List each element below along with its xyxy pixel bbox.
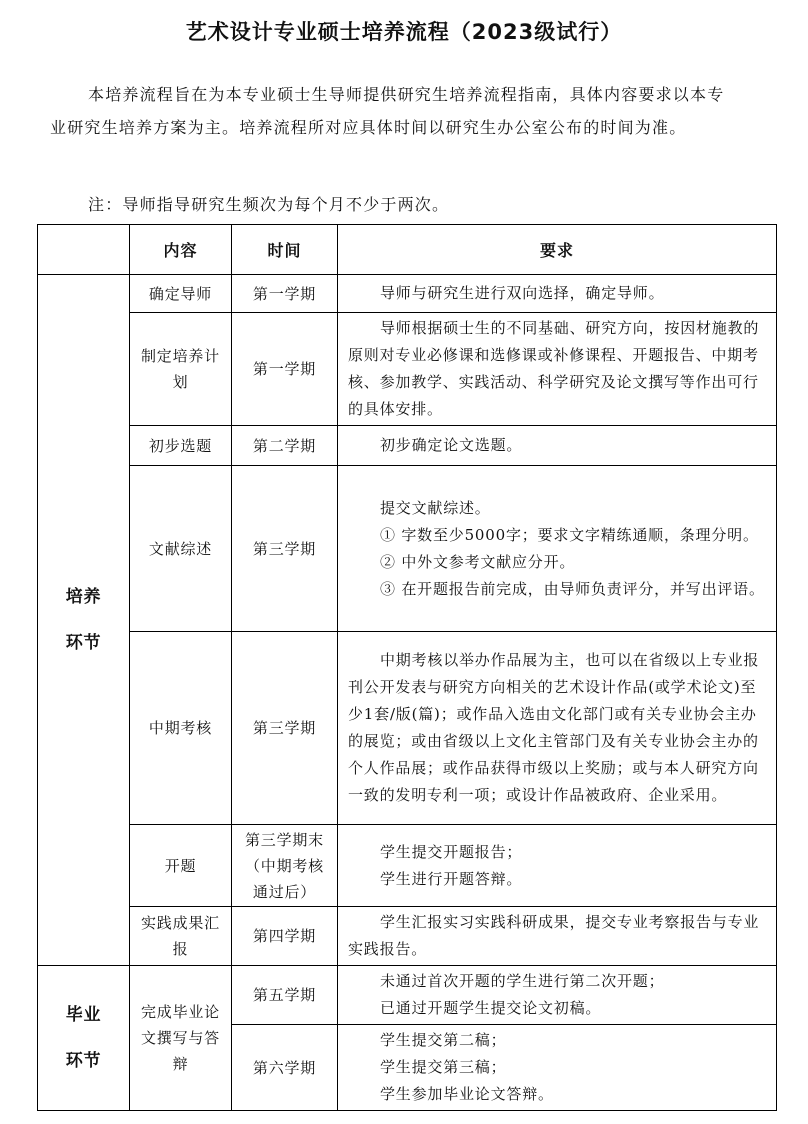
training-process-table [37,224,777,1111]
time-cell: 第三学期 [232,632,338,825]
requirement-cell [338,825,777,907]
requirement-line: 导师与研究生进行双向选择，确定导师。 [380,284,665,302]
header-content: 内容 [130,225,232,275]
stage-graduation-cell [38,966,130,1111]
header-stage [38,225,130,275]
note-text: 注：导师指导研究生频次为每个月不少于两次。 [88,195,450,214]
table-row [38,825,777,907]
stage-training-line2: 环节 [65,633,102,653]
requirement-cell [338,1025,777,1111]
requirement-line: 已通过开题学生提交论文初稿。 [380,999,602,1017]
content-cell: 实践成果汇报 [130,907,232,966]
content-cell: 确定导师 [130,275,232,313]
stage-training-cell [38,275,130,966]
table-row [38,426,777,466]
time-cell: 第六学期 [232,1025,338,1111]
stage-training-line1: 培养 [65,587,102,607]
intro-paragraph: 本培养流程旨在为本专业硕士生导师提供研究生培养流程指南，具体内容要求以本专业研究生培养方案为主。培养流程所对应具体时间以研究生办公室公布的时间为准。 [50,85,725,137]
table-row [38,632,777,825]
time-cell: 第五学期 [232,966,338,1025]
stage-graduation-line1: 毕业 [65,1005,102,1025]
requirement-line: 导师根据硕士生的不同基础、研究方向，按因材施教的原则对专业必修课和选修课或补修课程、开题报告、中期考核、参加教学、实践活动、科学研究及论文撰写等作出可行的具体安排。 [348,319,760,418]
table-row [38,966,777,1025]
requirement-line: 未通过首次开题的学生进行第二次开题； [380,972,665,990]
requirement-line: ② 中外文参考文献应分开。 [380,552,576,571]
table-header-row [38,225,777,275]
requirement-line: 学生进行开题答辩。 [380,869,523,888]
content-cell: 中期考核 [130,632,232,825]
requirement-line: 初步确定论文选题。 [380,436,523,454]
requirement-line: 提交文献综述。 [380,498,491,517]
content-cell: 文献综述 [130,466,232,632]
requirement-cell [338,907,777,966]
requirement-cell [338,466,777,632]
stage-graduation-line2: 环节 [65,1051,102,1071]
requirement-line: 学生提交第二稿； [380,1031,507,1049]
table-row [38,313,777,426]
header-time: 时间 [232,225,338,275]
requirement-cell [338,632,777,825]
content-cell: 初步选题 [130,426,232,466]
content-cell: 开题 [130,825,232,907]
content-cell: 制定培养计划 [130,313,232,426]
requirement-cell [338,275,777,313]
requirement-cell [338,966,777,1025]
time-cell: 第四学期 [232,907,338,966]
time-cell: 第三学期 [232,466,338,632]
time-cell: 第二学期 [232,426,338,466]
requirement-cell [338,313,777,426]
requirement-line: 中期考核以举办作品展为主，也可以在省级以上专业报刊公开发表与研究方向相关的艺术设计作品(或学术论文)至少1套/版(篇)；或作品入选由文化部门或有关专业协会主办的展览；或由省级以上文化主管部门及有关专业协会主办的个人作品展；或作品获得市级以上奖励；或与本人研究方向一致的发明专利一项；或设计作品被政府、企业采用。 [348,651,760,804]
requirement-cell [338,426,777,466]
requirement-line: 学生参加毕业论文答辩。 [380,1085,554,1103]
page-title: 艺术设计专业硕士培养流程（2023级试行） [185,20,623,44]
header-requirement: 要求 [338,225,777,275]
requirement-line: ③ 在开题报告前完成，由导师负责评分，并写出评语。 [380,579,765,598]
content-cell: 完成毕业论文撰写与答辩 [130,966,232,1111]
time-cell: 第一学期 [232,275,338,313]
time-cell: 第三学期末（中期考核通过后） [232,825,338,907]
requirement-line: 学生汇报实习实践科研成果，提交专业考察报告与专业实践报告。 [348,913,760,958]
time-cell: 第一学期 [232,313,338,426]
table-row [38,907,777,966]
table-row [38,275,777,313]
table-row [38,466,777,632]
requirement-line: 学生提交第三稿； [380,1058,507,1076]
requirement-line: 学生提交开题报告； [380,842,523,861]
requirement-line: ① 字数至少5000字；要求文字精练通顺，条理分明。 [380,525,759,544]
